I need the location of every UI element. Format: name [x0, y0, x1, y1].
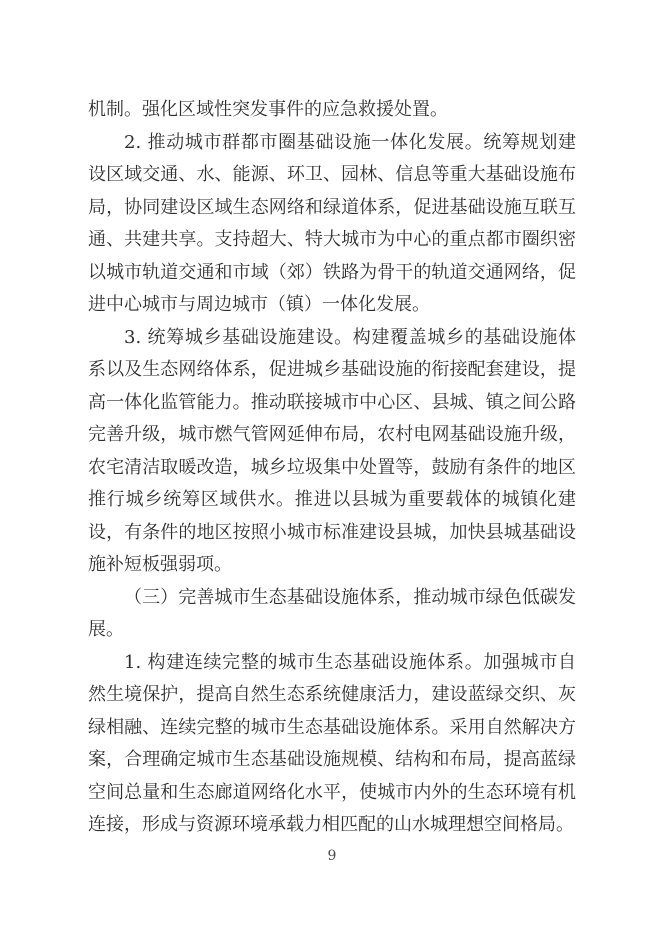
body-paragraph-item-2: 2. 推动城市群都市圈基础设施一体化发展。统筹规划建设区域交通、水、能源、环卫、园林、信息等重大基础设施布局，协同建设区域生态网络和绿道体系，促进基础设施互联互通、共建共享。支持超大、特大城市为中心的重点都市圈织密以城市轨道交通和市域（郊）铁路为骨干的轨道交通网络，促进中心城市与周边城市（镇）一体化发展。 — [88, 131, 576, 315]
body-paragraph-item-3: 3. 统筹城乡基础设施建设。构建覆盖城乡的基础设施体系以及生态网络体系，促进城乡基础设施的衔接配套建设，提高一体化监管能力。推动联接城市中心区、县城、镇之间公路完善升级，城市燃气管网延伸布局，农村电网基础设施升级，农宅清洁取暖改造，城乡垃圾集中处置等，鼓励有条件的地区推行城乡统筹区域供水。推进以县城为重要载体的城镇化建设，有条件的地区按照小城市标准建设县城，加快县城基础设施补短板强弱项。 — [88, 326, 576, 575]
body-paragraph-item-1: 1. 构建连续完整的城市生态基础设施体系。加强城市自然生境保护，提高自然生态系统健康活力，建设蓝绿交织、灰绿相融、连续完整的城市生态基础设施体系。采用自然解决方案，合理确定城市生态基础设施规模、结构和布局，提高蓝绿空间总量和生态廊道网络化水平，使城市内外的生态环境有机连接，形成与资源环境承载力相匹配的山水城理想空间格局。 — [88, 651, 576, 835]
body-paragraph-continuation: 机制。强化区域性突发事件的应急救援处置。 — [88, 99, 448, 120]
section-heading: （三）完善城市生态基础设施体系，推动城市绿色低碳发展。 — [88, 586, 576, 640]
document-body — [88, 94, 576, 842]
page-number: 9 — [327, 848, 337, 864]
